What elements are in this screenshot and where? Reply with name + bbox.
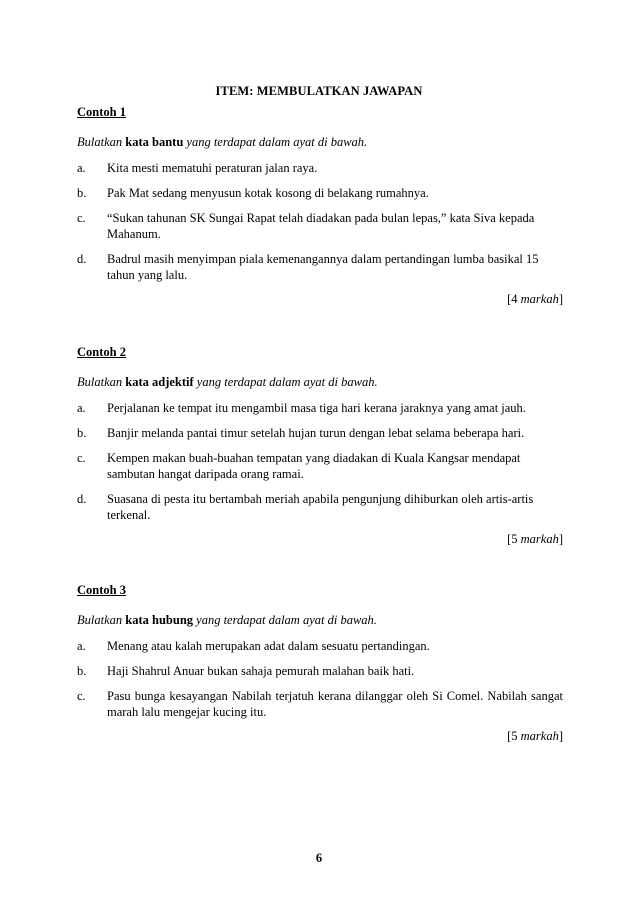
marks-word: markah — [520, 292, 559, 306]
question-item — [77, 638, 563, 654]
question-item — [77, 251, 563, 283]
instruction-pre: Bulatkan — [77, 135, 123, 149]
question-item — [77, 491, 563, 523]
question-list — [77, 160, 563, 283]
marks-number: 5 — [511, 729, 518, 743]
section-heading: Contoh 2 — [77, 345, 126, 359]
question-list — [77, 638, 563, 720]
question-item — [77, 450, 563, 482]
instruction-post: yang terdapat dalam ayat di bawah. — [196, 375, 378, 389]
question-item — [77, 400, 563, 416]
section-contoh-3 — [77, 582, 563, 744]
item-letter: c. — [77, 211, 86, 225]
question-item — [77, 160, 563, 176]
item-letter: b. — [77, 664, 87, 678]
item-letter: d. — [77, 492, 87, 506]
section-heading: Contoh 1 — [77, 105, 126, 119]
question-list — [77, 400, 563, 523]
marks-number: 4 — [511, 292, 518, 306]
section-contoh-1 — [77, 104, 563, 307]
item-text: Kita mesti mematuhi peraturan jalan raya. — [107, 161, 318, 175]
page-title: ITEM: MEMBULATKAN JAWAPAN — [215, 84, 423, 98]
instruction — [77, 134, 563, 150]
item-letter: d. — [77, 252, 87, 266]
instruction-pre: Bulatkan — [77, 375, 123, 389]
instruction — [77, 612, 563, 628]
marks-number: 5 — [511, 532, 518, 546]
marks-label: [5 markah] — [507, 532, 563, 546]
item-text: Perjalanan ke tempat itu mengambil masa tiga hari kerana jaraknya yang amat jauh. — [107, 401, 526, 415]
instruction-keyword: kata hubung — [125, 613, 194, 627]
item-text: Haji Shahrul Anuar bukan sahaja pemurah malahan baik hati. — [107, 664, 415, 678]
instruction-keyword: kata bantu — [125, 135, 184, 149]
item-letter: c. — [77, 451, 86, 465]
question-item — [77, 663, 563, 679]
item-letter: c. — [77, 689, 86, 703]
question-item — [77, 185, 563, 201]
instruction-pre: Bulatkan — [77, 613, 123, 627]
question-item — [77, 210, 563, 242]
instruction — [77, 374, 563, 390]
instruction-keyword: kata adjektif — [125, 375, 194, 389]
item-text: Menang atau kalah merupakan adat dalam sesuatu pertandingan. — [107, 639, 430, 653]
section-heading: Contoh 3 — [77, 583, 126, 597]
marks-word: markah — [520, 532, 559, 546]
item-text: Pak Mat sedang menyusun kotak kosong di belakang rumahnya. — [107, 186, 429, 200]
item-letter: a. — [77, 161, 86, 175]
item-letter: a. — [77, 401, 86, 415]
section-contoh-2 — [77, 344, 563, 547]
marks-label: [5 markah] — [507, 729, 563, 743]
item-text: Kempen makan buah-buahan tempatan yang diadakan di Kuala Kangsar mendapat sambutan hangat daripada orang ramai. — [107, 451, 521, 481]
question-item — [77, 688, 563, 720]
instruction-post: yang terdapat dalam ayat di bawah. — [196, 613, 377, 627]
item-text: “Sukan tahunan SK Sungai Rapat telah diadakan pada bulan lepas,” kata Siva kepada Mahanum. — [107, 211, 535, 241]
item-text: Pasu bunga kesayangan Nabilah terjatuh kerana dilanggar oleh Si Comel. Nabilah sangat marah lalu mengejar kucing itu. — [107, 689, 563, 719]
item-letter: a. — [77, 639, 86, 653]
item-text: Banjir melanda pantai timur setelah hujan turun dengan lebat selama beberapa hari. — [107, 426, 525, 440]
page-number: 6 — [315, 851, 323, 865]
marks-word: markah — [520, 729, 559, 743]
item-text: Suasana di pesta itu bertambah meriah apabila pengunjung dihiburkan oleh artis-artis terkenal. — [107, 492, 534, 522]
item-letter: b. — [77, 186, 87, 200]
item-text: Badrul masih menyimpan piala kemenangannya dalam pertandingan lumba basikal 15 tahun yang lalu. — [107, 252, 539, 282]
marks-label: [4 markah] — [507, 292, 563, 306]
instruction-post: yang terdapat dalam ayat di bawah. — [186, 135, 368, 149]
question-item — [77, 425, 563, 441]
item-letter: b. — [77, 426, 87, 440]
